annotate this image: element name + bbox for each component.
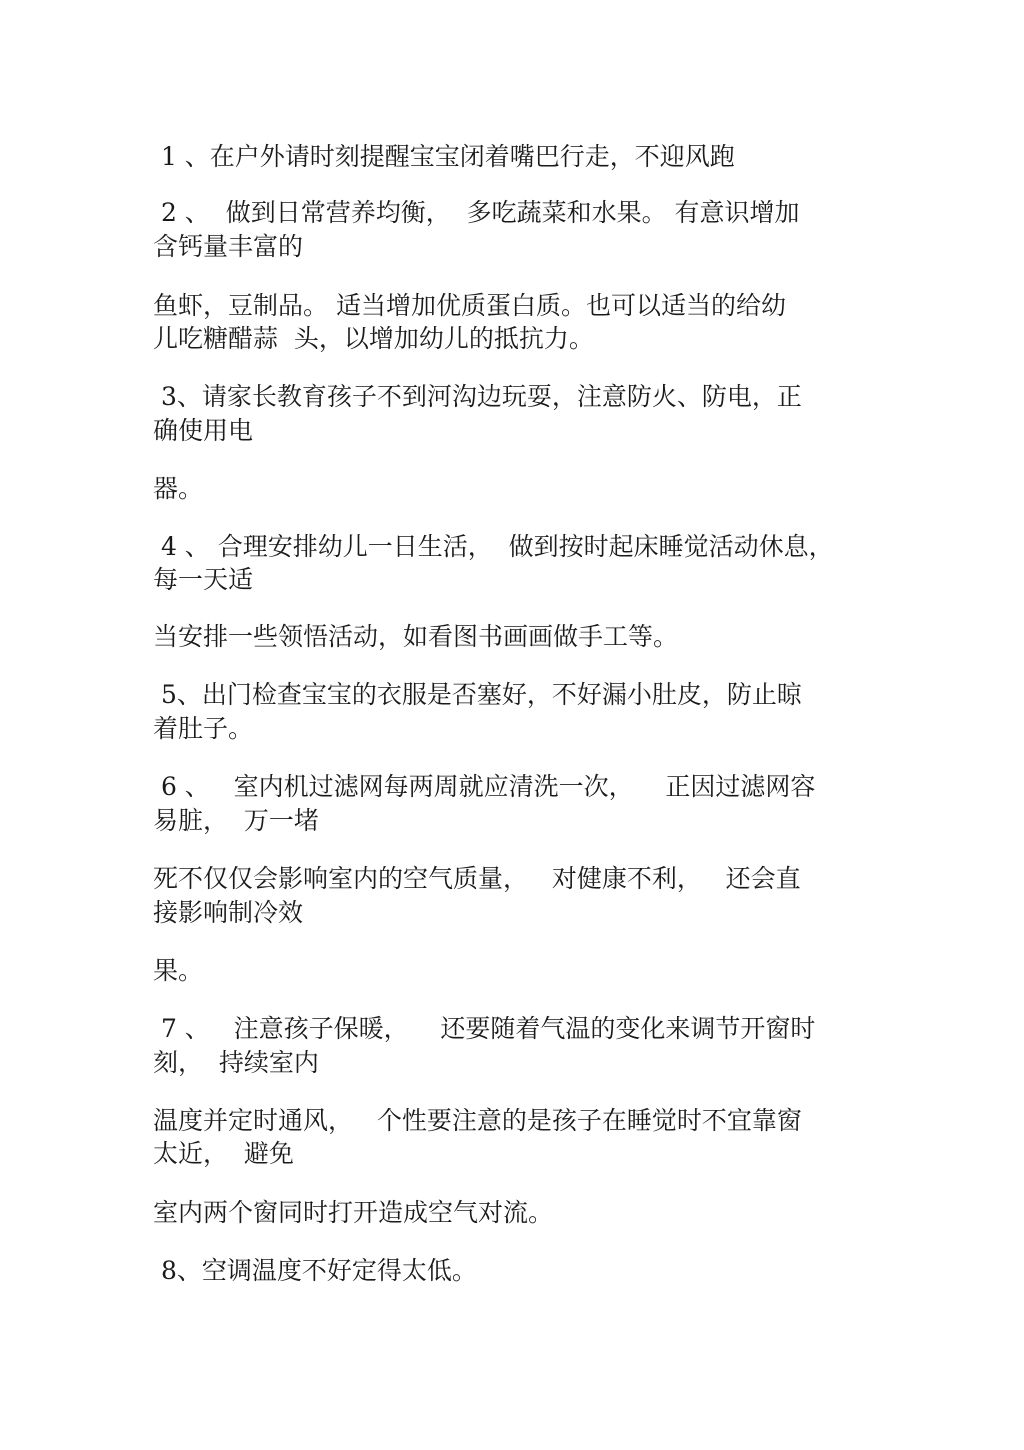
item-2-line-4: 儿吃糖醋蒜 头，以增加幼儿的抵抗力。 [153, 324, 594, 353]
item-6-line-2: 易脏， 万一堵 [153, 806, 319, 835]
item-3-line-1: 3、请家长教育孩子不到河沟边玩耍，注意防火、防电，正 [153, 382, 802, 411]
item-5-line-2: 着肚子。 [153, 714, 254, 743]
item-4-line-1: 4 、 合理安排幼儿一日生活， 做到按时起床睡觉活动休息， [153, 532, 834, 561]
item-6-line-5: 果。 [153, 956, 204, 985]
item-8-line-1: 8、空调温度不好定得太低。 [153, 1256, 477, 1285]
item-5-line-1: 5、出门检查宝宝的衣服是否塞好，不好漏小肚皮，防止晾 [153, 680, 802, 709]
item-7-line-2: 刻， 持续室内 [153, 1048, 319, 1077]
item-7-line-3: 温度并定时通风， 个性要注意的是孩子在睡觉时不宜靠窗 [153, 1106, 802, 1135]
item-7-line-4: 太近， 避免 [153, 1139, 294, 1168]
item-7-line-1: 7 、 注意孩子保暖， 还要随着气温的变化来调节开窗时 [153, 1014, 816, 1043]
item-4-line-3: 当安排一些领悟活动，如看图书画画做手工等。 [153, 622, 679, 651]
item-1-line-1: 1 、在户外请时刻提醒宝宝闭着嘴巴行走，不迎风跑 [153, 142, 735, 171]
item-2-line-3: 鱼虾，豆制品。 适当增加优质蛋白质。也可以适当的给幼 [153, 291, 786, 320]
item-3-line-3: 器。 [153, 474, 204, 503]
item-2-line-1: 2 、 做到日常营养均衡， 多吃蔬菜和水果。 有意识增加 [153, 198, 800, 227]
item-4-line-2: 每一天适 [153, 565, 254, 594]
item-2-line-2: 含钙量丰富的 [153, 232, 304, 261]
item-6-line-1: 6 、 室内机过滤网每两周就应清洗一次， 正因过滤网容 [153, 772, 816, 801]
item-6-line-3: 死不仅仅会影响室内的空气质量， 对健康不利， 还会直 [153, 864, 801, 893]
item-3-line-2: 确使用电 [153, 416, 254, 445]
item-6-line-4: 接影响制冷效 [153, 898, 304, 927]
item-7-line-5: 室内两个窗同时打开造成空气对流。 [153, 1198, 554, 1227]
